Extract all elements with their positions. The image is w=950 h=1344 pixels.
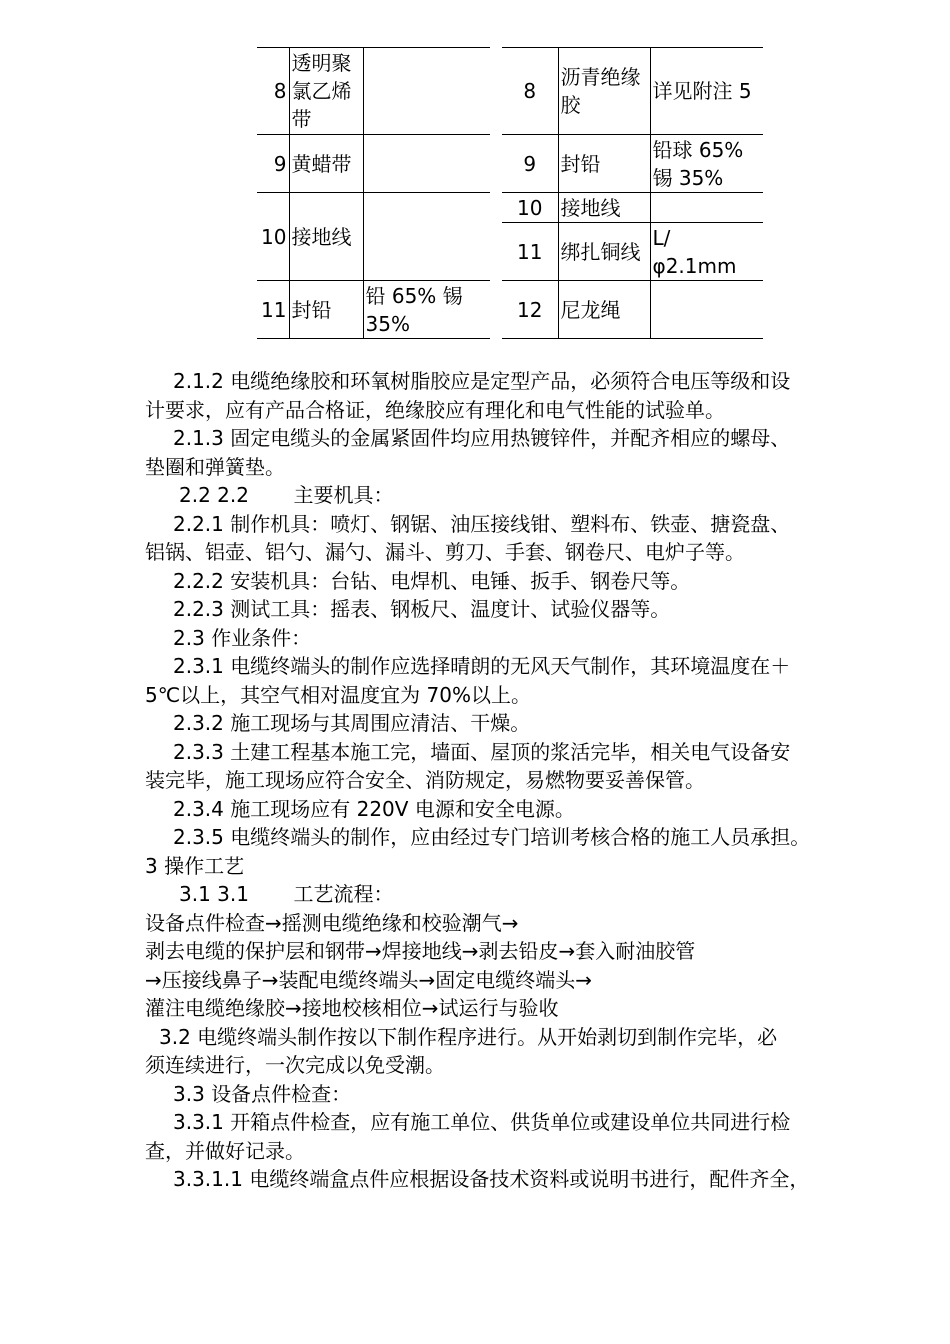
material-spec: 详见附注 5 [650, 48, 763, 135]
paragraph-line: 2.3.4 施工现场应有 220V 电源和安全电源。 [173, 796, 575, 821]
section-heading: 2.3 作业条件： [173, 625, 312, 650]
paragraph-line: 3.2 电缆终端头制作按以下制作程序进行。从开始剥切到制作完毕，必 [159, 1024, 778, 1049]
paragraph-line: 2.1.2 电缆绝缘胶和环氧树脂胶应是定型产品，必须符合电压等级和设 [173, 369, 791, 393]
material-spec: 铅球 65% 锡 35% [650, 135, 763, 193]
section-heading: 2.2 2.2 主要机具： [179, 483, 394, 507]
paragraph-line: 铝锅、铝壶、铝勺、漏勺、漏斗、剪刀、手套、钢卷尺、电炉子等。 [145, 540, 745, 564]
section-heading: 3.3 设备点件检查： [173, 1081, 352, 1106]
material-spec [650, 193, 763, 223]
material-name: 尼龙绳 [558, 281, 650, 339]
materials-table-right [502, 47, 763, 339]
material-spec [363, 48, 490, 135]
table-row [257, 135, 490, 193]
material-name: 封铅 [558, 135, 650, 193]
paragraph-line: 垫圈和弹簧垫。 [145, 454, 285, 479]
row-number: 9 [502, 135, 558, 193]
process-flow-line: →压接线鼻子→装配电缆终端头→固定电缆终端头→ [145, 967, 593, 992]
paragraph-line: 5℃以上，其空气相对温度宜为 70%以上。 [145, 682, 531, 707]
material-name: 沥青绝缘 胶 [558, 48, 650, 135]
row-number: 12 [502, 281, 558, 339]
table-row [257, 193, 490, 281]
material-spec: 铅 65% 锡 35% [363, 281, 490, 339]
paragraph-line: 计要求，应有产品合格证，绝缘胶应有理化和电气性能的试验单。 [145, 397, 725, 422]
row-number: 9 [257, 135, 289, 193]
row-number: 11 [502, 223, 558, 281]
table-row [502, 223, 763, 281]
materials-table-left [257, 47, 490, 339]
row-number: 10 [502, 193, 558, 223]
table-row [257, 281, 490, 339]
paragraph-line: 查，并做好记录。 [145, 1138, 305, 1163]
paragraph-line: 2.2.1 制作机具：喷灯、钢锯、油压接线钳、塑料布、铁壶、搪瓷盘、 [173, 511, 791, 536]
process-flow-line: 设备点件检查→摇测电缆绝缘和校验潮气→ [145, 910, 519, 935]
material-spec [650, 281, 763, 339]
material-name: 黄蜡带 [289, 135, 363, 193]
material-name: 接地线 [289, 193, 363, 281]
process-flow-line: 剥去电缆的保护层和钢带→焊接地线→剥去铅皮→套入耐油胶管 [145, 939, 696, 963]
table-row [502, 48, 763, 135]
paragraph-line: 2.3.2 施工现场与其周围应清洁、干燥。 [173, 711, 531, 735]
paragraph-line: 装完毕，施工现场应符合安全、消防规定，易燃物要妥善保管。 [145, 768, 705, 792]
material-name: 封铅 [289, 281, 363, 339]
table-row [257, 48, 490, 135]
paragraph-line: 须连续进行，一次完成以免受潮。 [145, 1053, 445, 1077]
material-name: 绑扎铜线 [558, 223, 650, 281]
process-flow-line: 灌注电缆绝缘胶→接地校核相位→试运行与验收 [145, 996, 559, 1020]
row-number: 11 [257, 281, 289, 339]
material-name: 接地线 [558, 193, 650, 223]
paragraph-line: 2.3.1 电缆终端头的制作应选择晴朗的无风天气制作，其环境温度在＋ [173, 654, 791, 678]
row-number: 8 [257, 48, 289, 135]
paragraph-line: 2.3.3 土建工程基本施工完，墙面、屋顶的浆活完毕，相关电气设备安 [173, 739, 791, 764]
row-number: 8 [502, 48, 558, 135]
material-spec: L/ φ2.1mm [650, 223, 763, 281]
table-row [502, 135, 763, 193]
material-name: 透明聚 氯乙烯 带 [289, 48, 363, 135]
paragraph-line: 3.3.1 开箱点件检查，应有施工单位、供货单位或建设单位共同进行检 [173, 1110, 791, 1134]
section-heading: 3.1 3.1 工艺流程： [179, 882, 394, 906]
table-row [502, 281, 763, 339]
body-text [145, 367, 890, 1194]
paragraph-line: 2.2.3 测试工具：摇表、钢板尺、温度计、试验仪器等。 [173, 597, 671, 621]
paragraph-line: 3.3.1.1 电缆终端盒点件应根据设备技术资料或说明书进行，配件齐全， [173, 1167, 810, 1191]
paragraph-line: 2.2.2 安装机具：台钻、电焊机、电锤、扳手、钢卷尺等。 [173, 568, 691, 593]
material-spec [363, 193, 490, 281]
table-row [502, 193, 763, 223]
paragraph-line: 2.3.5 电缆终端头的制作，应由经过专门培训考核合格的施工人员承担。 [173, 825, 811, 849]
paragraph-line: 2.1.3 固定电缆头的金属紧固件均应用热镀锌件，并配齐相应的螺母、 [173, 426, 791, 450]
row-number: 10 [257, 193, 289, 281]
material-spec [363, 135, 490, 193]
section-heading: 3 操作工艺 [145, 853, 245, 878]
